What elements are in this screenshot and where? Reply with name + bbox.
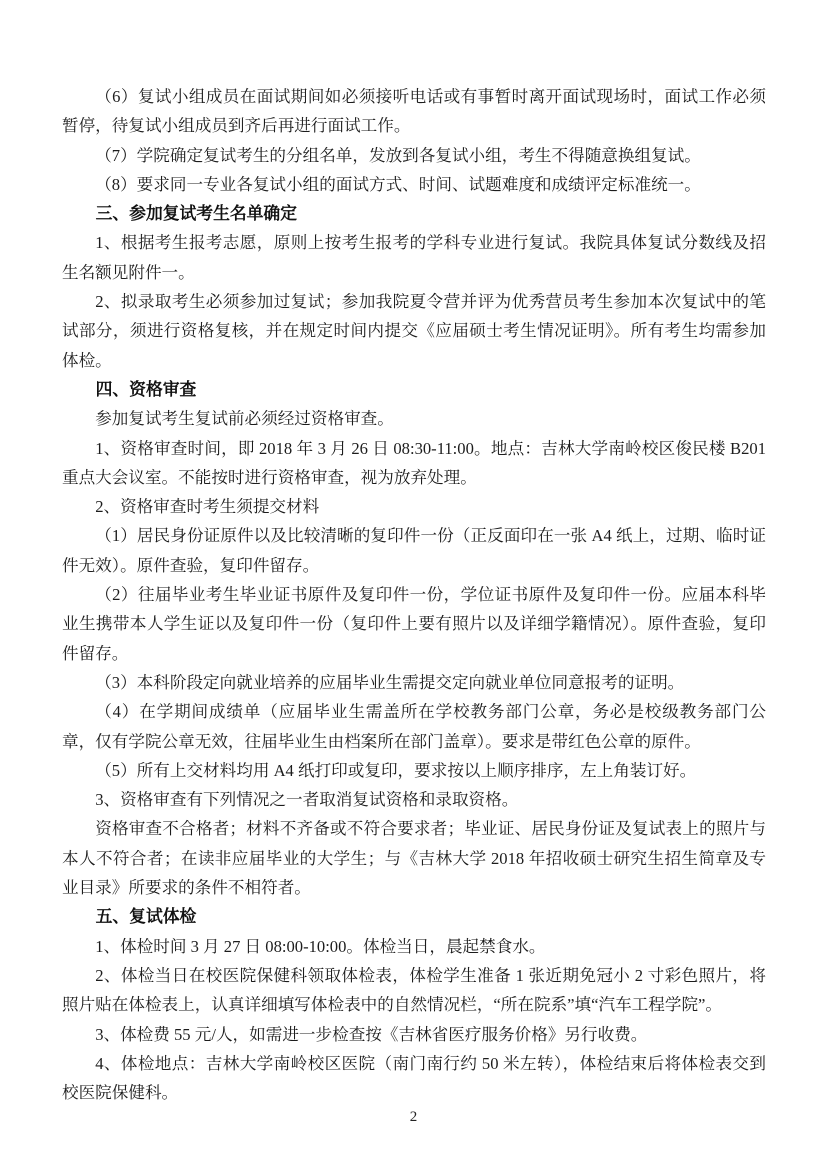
paragraph-qualification-intro: 参加复试考生复试前必须经过资格审查。 [95,409,394,429]
section-heading-candidate-list: 三、参加复试考生名单确定 [95,204,297,224]
paragraph-interview-rule-7: （7）学院确定复试考生的分组名单，发放到各复试小组，考生不得随意换组复试。 [95,145,701,165]
section-heading-physical-exam: 五、复试体检 [95,907,197,927]
paragraph-candidate-list-1: 1、根据考生报考志愿，原则上按考生报考的学科专业进行复试。我院具体复试分数线及招生名额见附件一。 [62,233,766,282]
paragraph-exam-form-photo: 2、体检当日在校医院保健科领取体检表，体检学生准备 1 张近期免冠小 2 寸彩色照片，将照片贴在体检表上，认真详细填写体检表中的自然情况栏，“所在院系”填“汽车工程学院”。 [62,965,766,1015]
paragraph-material-diploma: （2）往届毕业考生毕业证书原件及复印件一份，学位证书原件及复印件一份。应届本科毕业生携带本人学生证以及复印件一份（复印件上要有照片以及详细学籍情况）。原件查验，复印件留存。 [62,585,766,663]
page-number: 2 [409,1109,418,1125]
paragraph-exam-fee: 3、体检费 55 元/人，如需进一步检查按《吉林省医疗服务价格》另行收费。 [95,1024,648,1044]
paragraph-qualification-time: 1、资格审查时间，即 2018 年 3 月 26 日 08:30-11:00。地点：吉林大学南岭校区俊民楼 B201 重点大会议室。不能按时进行资格审查，视为放弃处理。 [62,438,766,487]
paragraph-exam-time: 1、体检时间 3 月 27 日 08:00-10:00。体检当日，晨起禁食水。 [95,936,546,956]
paragraph-material-binding: （5）所有上交材料均用 A4 纸打印或复印，要求按以上顺序排序，左上角装订好。 [95,760,697,780]
paragraph-qualification-materials: 2、资格审查时考生须提交材料 [95,497,320,517]
paragraph-material-id-card: （1）居民身份证原件以及比较清晰的复印件一份（正反面印在一张 A4 纸上，过期、临时证件无效）。原件查验，复印件留存。 [62,526,766,575]
paragraph-disqualification-rule: 3、资格审查有下列情况之一者取消复试资格和录取资格。 [95,790,519,810]
paragraph-exam-location: 4、体检地点：吉林大学南岭校区医院（南门南行约 50 米左转），体检结束后将体检表交到校医院保健科。 [62,1053,766,1103]
paragraph-material-directed-employment: （3）本科阶段定向就业培养的应届毕业生需提交定向就业单位同意报考的证明。 [95,672,685,692]
section-heading-qualification-review: 四、资格审查 [95,379,197,399]
document-body [62,82,766,1107]
paragraph-interview-rule-8: （8）要求同一专业各复试小组的面试方式、时间、试题难度和成绩评定标准统一。 [95,174,701,194]
paragraph-material-transcript: （4）在学期间成绩单（应届毕业生需盖所在学校教务部门公章，务必是校级教务部门公章，仅有学院公章无效，往届毕业生由档案所在部门盖章）。要求是带红色公章的原件。 [62,702,766,751]
paragraph-candidate-list-2: 2、拟录取考生必须参加过复试；参加我院夏令营并评为优秀营员考生参加本次复试中的笔试部分，须进行资格复核，并在规定时间内提交《应届硕士考生情况证明》。所有考生均需参加体检。 [62,292,766,370]
paragraph-disqualification-cases: 资格审查不合格者；材料不齐备或不符合要求者；毕业证、居民身份证及复试表上的照片与本人不符合者；在读非应届毕业的大学生；与《吉林大学 2018 年招收硕士研究生招生简章及专业目录》所要求的条件不相符者。 [62,819,766,898]
paragraph-interview-rule-6: （6）复试小组成员在面试期间如必须接听电话或有事暂时离开面试现场时，面试工作必须暂停，待复试小组成员到齐后再进行面试工作。 [62,87,766,136]
